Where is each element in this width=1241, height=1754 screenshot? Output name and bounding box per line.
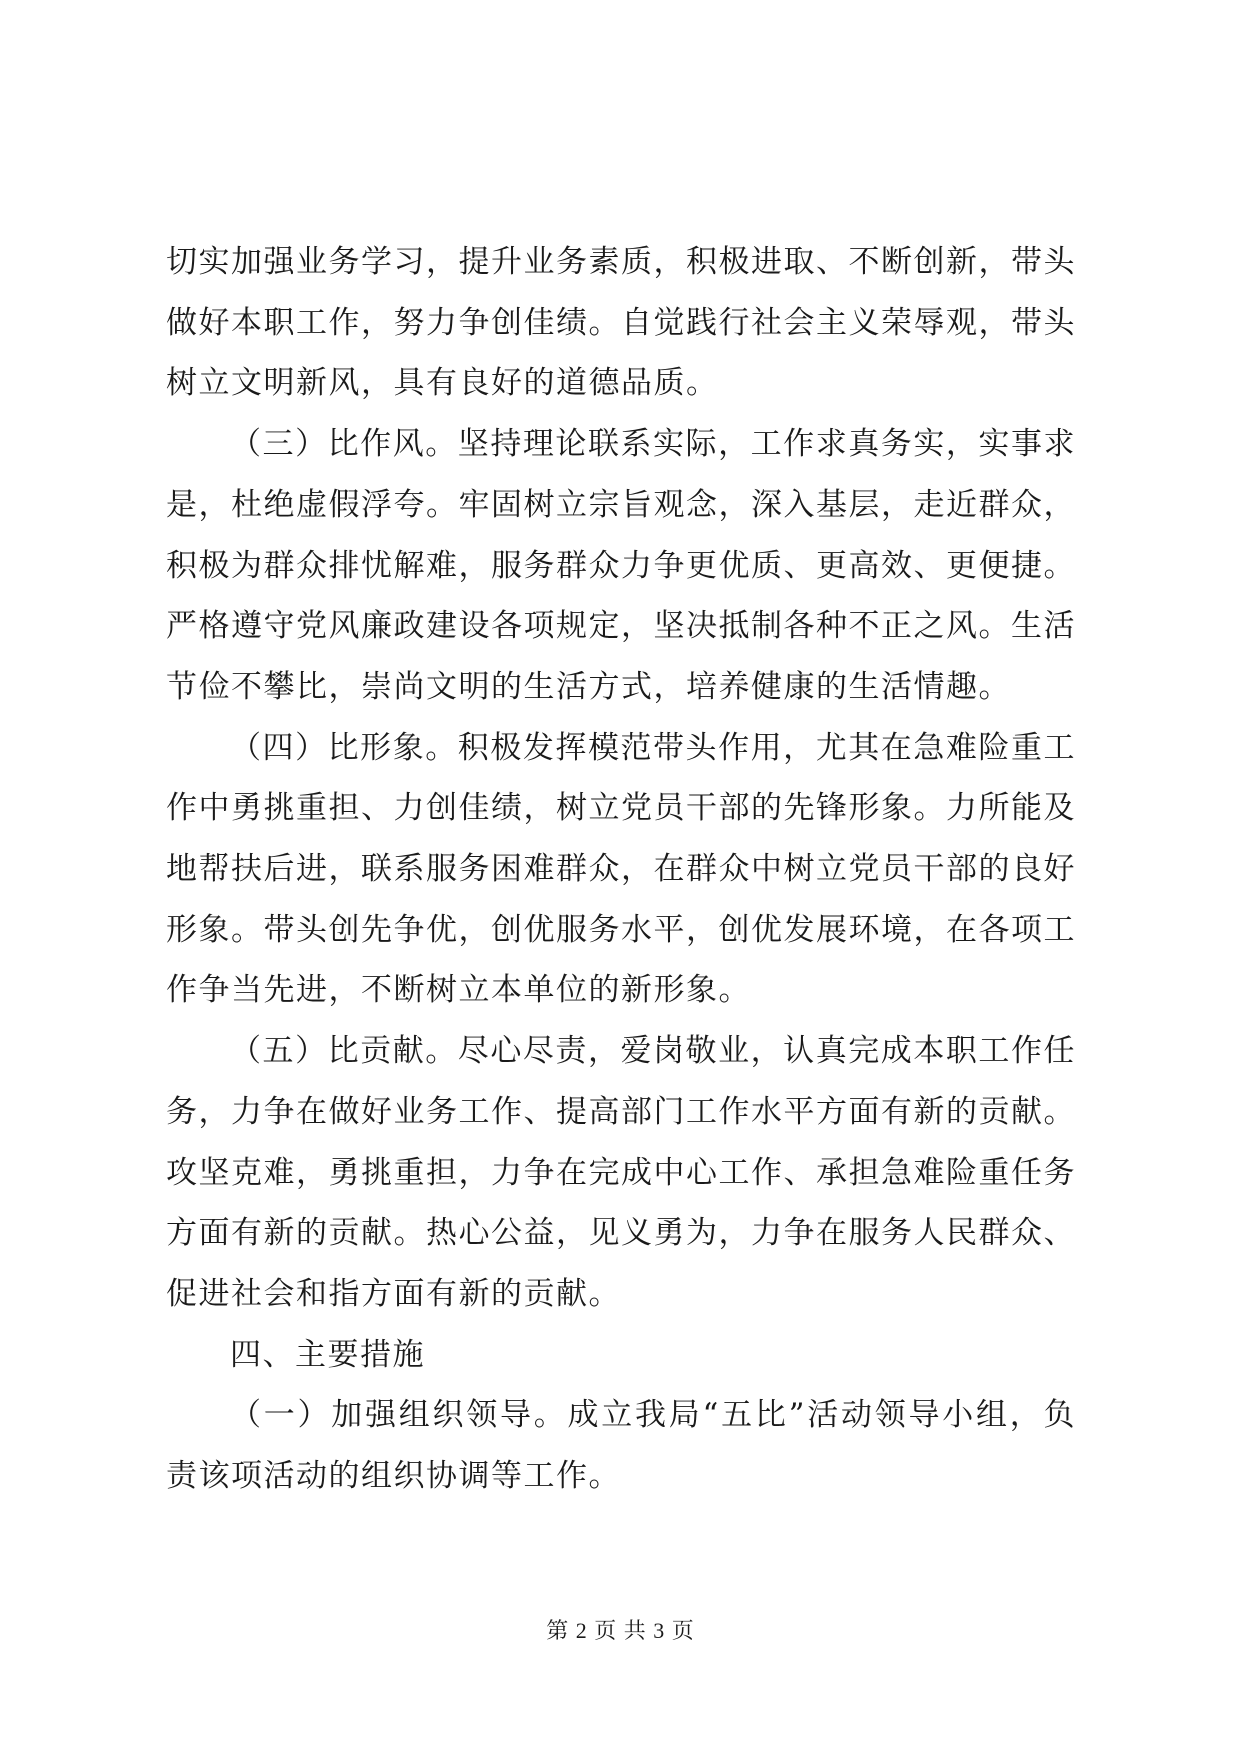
- paragraph-section-4-image: （四）比形象。积极发挥模范带头作用，尤其在急难险重工作中勇挑重担、力创佳绩，树立党员干部的先锋形象。力所能及地帮扶后进，联系服务困难群众，在群众中树立党员干部的良好形象。带头创先争优，创优服务水平，创优发展环境，在各项工作争当先进，不断树立本单位的新形象。: [166, 729, 1076, 1009]
- paragraph-section-5-contribution: （五）比贡献。尽心尽责，爱岗敬业，认真完成本职工作任务，力争在做好业务工作、提高部门工作水平方面有新的贡献。攻坚克难，勇挑重担，力争在完成中心工作、承担急难险重任务方面有新的贡献。热心公益，见义勇为，力争在服务人民群众、促进社会和指方面有新的贡献。: [166, 1033, 1076, 1312]
- document-body: [166, 232, 1076, 1507]
- page-number-footer: 第 2 页 共 3 页: [546, 1618, 695, 1643]
- paragraph-continuation: 切实加强业务学习，提升业务素质，积极进取、不断创新，带头做好本职工作，努力争创佳绩。自觉践行社会主义荣辱观，带头树立文明新风，具有良好的道德品质。: [166, 244, 1076, 402]
- paragraph-measure-1: （一）加强组织领导。成立我局“五比”活动领导小组，负责该项活动的组织协调等工作。: [166, 1397, 1076, 1495]
- paragraph-section-3-conduct: （三）比作风。坚持理论联系实际，工作求真务实，实事求是，杜绝虚假浮夸。牢固树立宗旨观念，深入基层，走近群众，积极为群众排忧解难，服务群众力争更优质、更高效、更便捷。严格遵守党风廉政建设各项规定，坚决抵制各种不正之风。生活节俭不攀比，崇尚文明的生活方式，培养健康的生活情趣。: [166, 426, 1076, 705]
- heading-main-measures: 四、主要措施: [230, 1336, 425, 1373]
